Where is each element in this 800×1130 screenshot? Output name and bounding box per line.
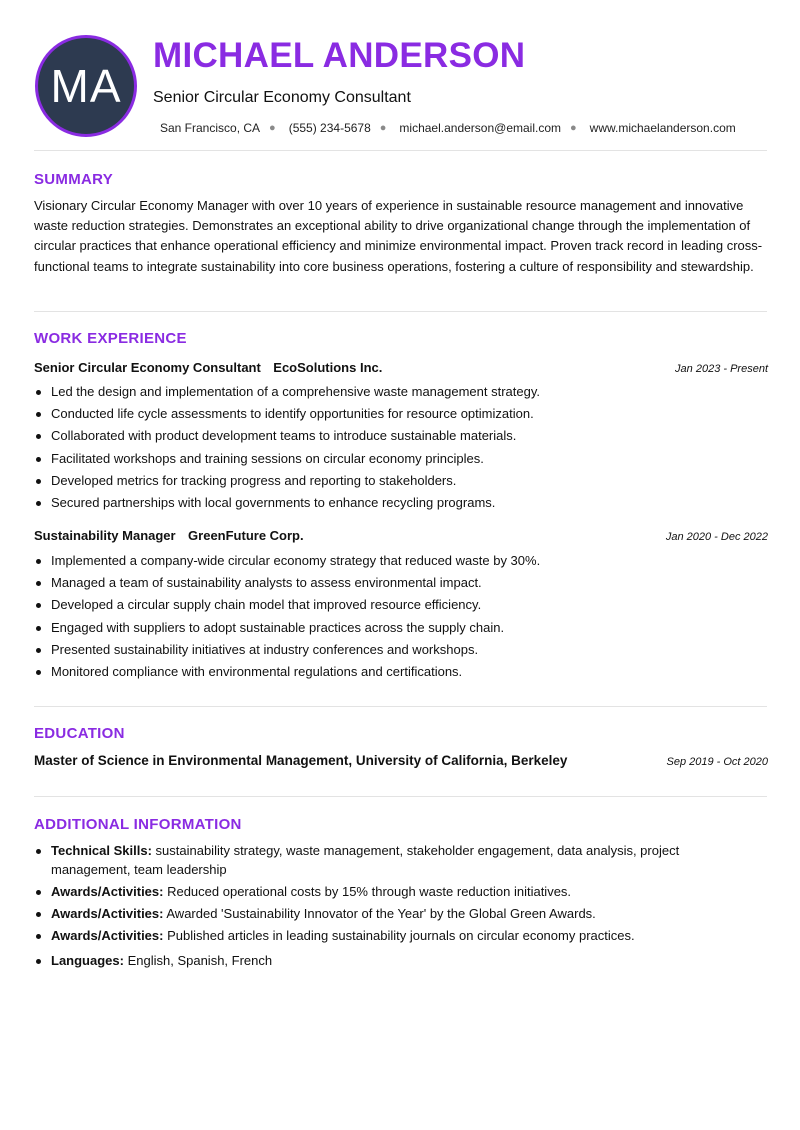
job-bullet: Collaborated with product development teams to introduce sustainable materials. xyxy=(34,428,754,450)
info-value: sustainability strategy, waste management, stakeholder engagement, data analysis, project management, team leadership xyxy=(51,843,680,877)
job-bullet: Led the design and implementation of a comprehensive waste management strategy. xyxy=(34,384,754,406)
job-header xyxy=(34,359,768,377)
info-value: Awarded 'Sustainability Innovator of the Year' by the Global Green Awards. xyxy=(163,905,596,921)
education-entry xyxy=(34,753,768,768)
separator-dot-icon: ● xyxy=(269,122,276,134)
job-bullet: Developed a circular supply chain model that improved resource efficiency. xyxy=(34,597,754,619)
additional-info-list xyxy=(34,842,724,974)
section-heading-work-experience: WORK EXPERIENCE xyxy=(34,330,187,347)
contact-location: San Francisco, CA xyxy=(160,121,261,135)
info-item-languages xyxy=(34,952,724,971)
separator-dot-icon: ● xyxy=(570,122,577,134)
job-bullet: Presented sustainability initiatives at industry conferences and workshops. xyxy=(34,642,754,664)
info-label: Languages: xyxy=(51,953,124,968)
info-item-technical-skills xyxy=(34,842,724,879)
education-dates: Sep 2019 - Oct 2020 xyxy=(666,756,768,768)
job-bullet: Monitored compliance with environmental regulations and certifications. xyxy=(34,664,754,686)
section-heading-education: EDUCATION xyxy=(34,725,125,742)
avatar xyxy=(35,35,137,137)
info-label: Awards/Activities: xyxy=(51,927,164,943)
job-bullet: Engaged with suppliers to adopt sustainable practices across the supply chain. xyxy=(34,620,754,642)
info-value: Reduced operational costs by 15% through waste reduction initiatives. xyxy=(163,883,572,899)
candidate-name: MICHAEL ANDERSON xyxy=(153,36,526,75)
job-company: EcoSolutions Inc. xyxy=(273,360,383,375)
section-heading-additional-information: ADDITIONAL INFORMATION xyxy=(34,816,242,833)
contact-line xyxy=(160,121,736,135)
avatar-initials: MA xyxy=(50,60,122,112)
job-bullet: Facilitated workshops and training sessions on circular economy principles. xyxy=(34,451,754,473)
contact-email[interactable]: michael.anderson@email.com xyxy=(399,121,562,135)
summary-text: Visionary Circular Economy Manager with over 10 years of experience in sustainable resource management and innovative waste reduction strategies. Demonstrates an exceptional ability to drive organizational change through the implementation of circular practices that enhance operational efficiency and minimize environmental impact. Proven track record in leading cross-functional teams to integrate sustainability into core business operations, fostering a culture of responsibility and stewardship. xyxy=(34,198,763,274)
job-header xyxy=(34,527,768,545)
job-bullet: Conducted life cycle assessments to identify opportunities for resource optimization. xyxy=(34,406,754,428)
divider xyxy=(34,311,767,312)
job-company: GreenFuture Corp. xyxy=(188,528,304,543)
job-title: Senior Circular Economy Consultant xyxy=(34,360,261,375)
education-degree: Master of Science in Environmental Management, University of California, Berkeley xyxy=(34,753,568,768)
job-bullet-list xyxy=(34,384,754,517)
job-bullet-list xyxy=(34,553,754,686)
separator-dot-icon: ● xyxy=(379,122,387,134)
contact-website[interactable]: www.michaelanderson.com xyxy=(589,121,736,135)
info-label: Awards/Activities: xyxy=(51,883,164,899)
job-title: Sustainability Manager xyxy=(34,528,176,543)
job-dates: Jan 2020 - Dec 2022 xyxy=(665,531,768,543)
info-item-award xyxy=(34,905,724,924)
divider xyxy=(34,706,767,707)
info-value: English, Spanish, French xyxy=(123,953,273,968)
divider xyxy=(34,796,767,797)
contact-phone: (555) 234-5678 xyxy=(288,121,371,135)
job-dates: Jan 2023 - Present xyxy=(675,363,768,375)
info-item-award xyxy=(34,927,724,946)
job-bullet: Developed metrics for tracking progress and reporting to stakeholders. xyxy=(34,473,754,495)
info-item-award xyxy=(34,883,724,902)
job-bullet: Implemented a company-wide circular economy strategy that reduced waste by 30%. xyxy=(34,553,754,575)
info-value: Published articles in leading sustainability journals on circular economy practices. xyxy=(163,927,635,943)
section-heading-summary: SUMMARY xyxy=(34,171,114,188)
job-bullet: Secured partnerships with local governments to enhance recycling programs. xyxy=(34,495,754,517)
info-label: Awards/Activities: xyxy=(51,905,164,921)
job-title-headline: Senior Circular Economy Consultant xyxy=(153,89,411,106)
job-bullet: Managed a team of sustainability analysts to assess environmental impact. xyxy=(34,575,754,597)
info-label: Technical Skills: xyxy=(51,843,152,858)
divider xyxy=(34,150,767,151)
